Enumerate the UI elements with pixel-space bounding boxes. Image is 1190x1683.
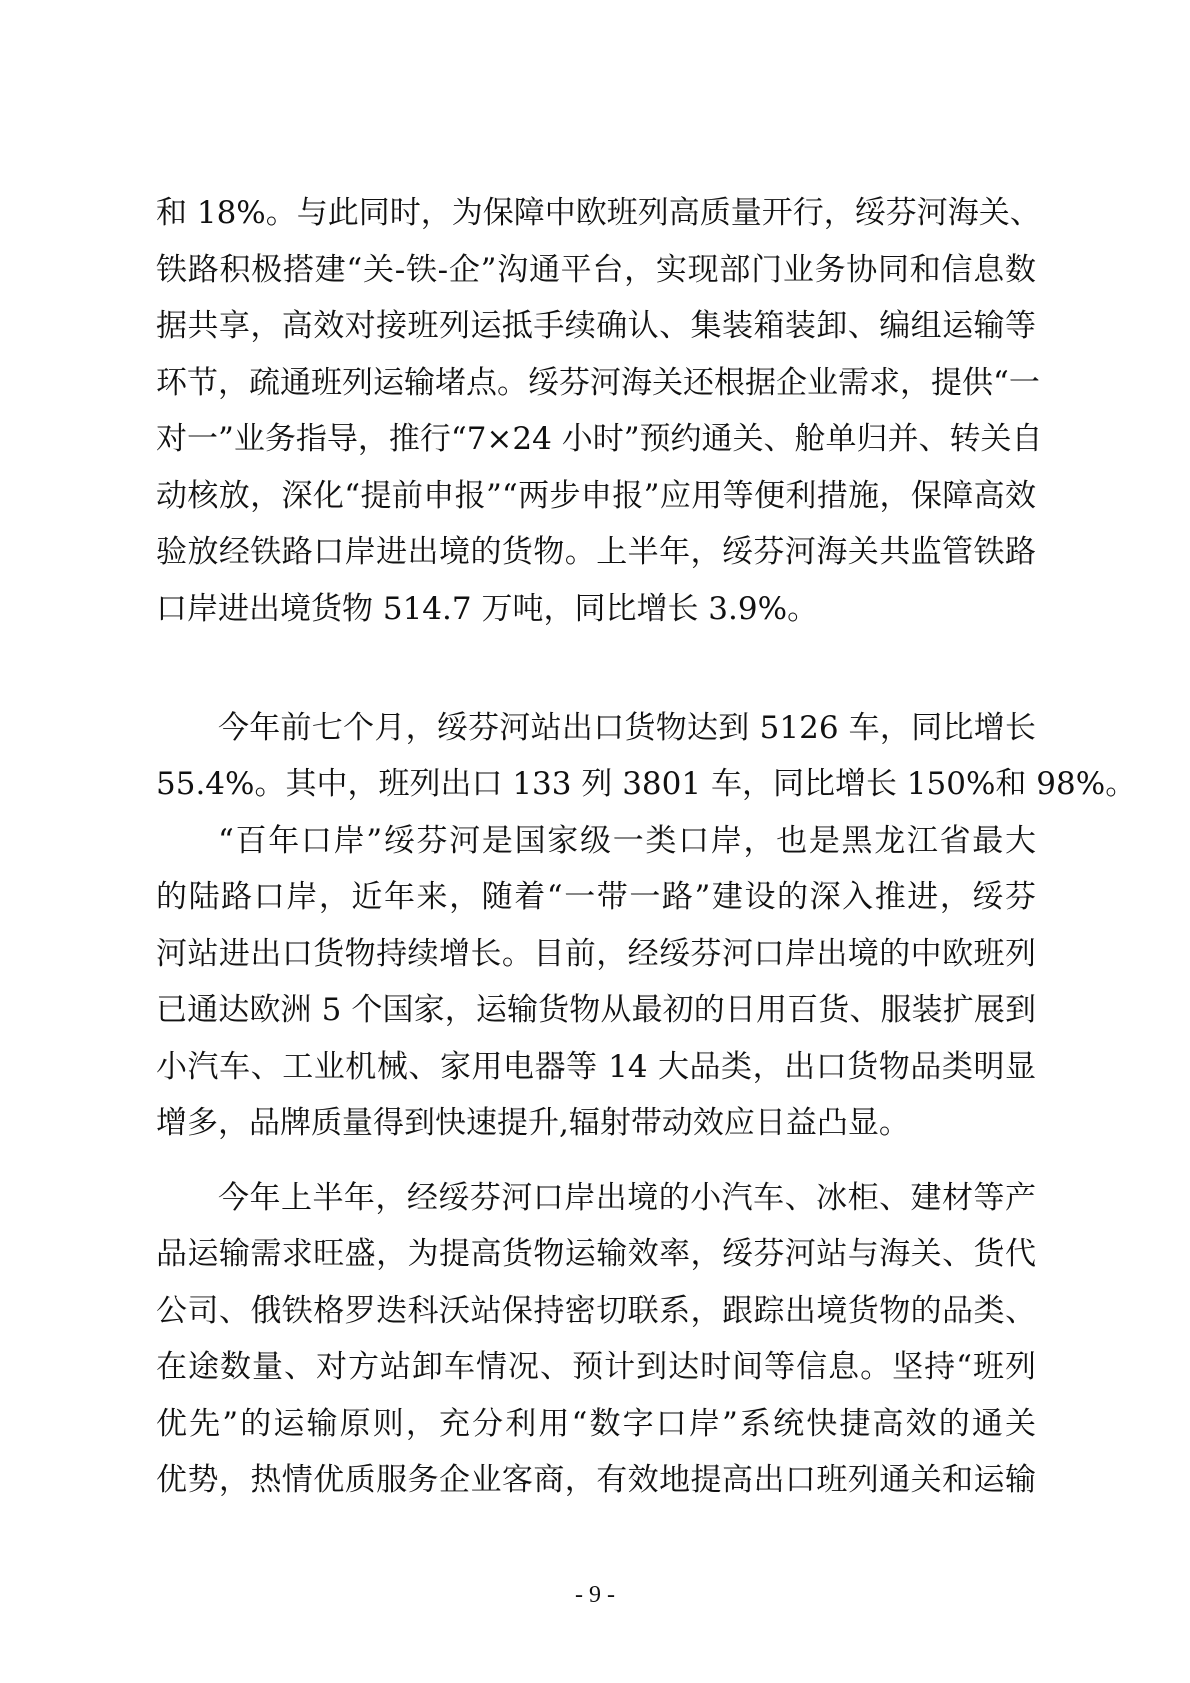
paragraph-line: 公司、俄铁格罗迭科沃站保持密切联系，跟踪出境货物的品类、 xyxy=(156,1293,1036,1329)
paragraph-line: 动核放，深化“提前申报”“两步申报”应用等便利措施，保障高效 xyxy=(156,478,1036,514)
paragraph-line: 增多，品牌质量得到快速提升,辐射带动效应日益凸显。 xyxy=(156,1105,910,1141)
paragraph-line: 小汽车、工业机械、家用电器等 14 大品类，出口货物品类明显 xyxy=(156,1049,1036,1085)
paragraph-line: 在途数量、对方站卸车情况、预计到达时间等信息。坚持“班列 xyxy=(156,1349,1036,1385)
paragraph-line: 今年前七个月，绥芬河站出口货物达到 5126 车，同比增长 xyxy=(218,710,1036,746)
paragraph-line: 口岸进出境货物 514.7 万吨，同比增长 3.9%。 xyxy=(156,591,819,627)
paragraph-line: 55.4%。其中，班列出口 133 列 3801 车，同比增长 150%和 98%。 xyxy=(156,766,1137,802)
paragraph-line: 优势，热情优质服务企业客商，有效地提高出口班列通关和运输 xyxy=(156,1462,1036,1498)
paragraph-line: 对一”业务指导，推行“7×24 小时”预约通关、舱单归并、转关自 xyxy=(156,421,1043,457)
paragraph-line: 据共享，高效对接班列运抵手续确认、集装箱装卸、编组运输等 xyxy=(156,308,1036,344)
page-number: - 9 - xyxy=(575,1582,615,1608)
paragraph-line: 优先”的运输原则，充分利用“数字口岸”系统快捷高效的通关 xyxy=(156,1406,1036,1442)
paragraph-line: 品运输需求旺盛，为提高货物运输效率，绥芬河站与海关、货代 xyxy=(156,1236,1036,1272)
paragraph-line: 今年上半年，经绥芬河口岸出境的小汽车、冰柜、建材等产 xyxy=(218,1180,1036,1216)
paragraph-line: 和 18%。与此同时，为保障中欧班列高质量开行，绥芬河海关、 xyxy=(156,195,1041,231)
paragraph-line: 铁路积极搭建“关-铁-企”沟通平台，实现部门业务协同和信息数 xyxy=(156,252,1036,288)
paragraph-line: 已通达欧洲 5 个国家，运输货物从最初的日用百货、服装扩展到 xyxy=(156,992,1036,1028)
paragraph-line: 验放经铁路口岸进出境的货物。上半年，绥芬河海关共监管铁路 xyxy=(156,534,1036,570)
paragraph-line: 环节，疏通班列运输堵点。绥芬河海关还根据企业需求，提供“一 xyxy=(156,365,1040,401)
paragraph-line: “百年口岸”绥芬河是国家级一类口岸，也是黑龙江省最大 xyxy=(218,823,1036,859)
paragraph-line: 河站进出口货物持续增长。目前，经绥芬河口岸出境的中欧班列 xyxy=(156,936,1036,972)
paragraph-line: 的陆路口岸，近年来，随着“一带一路”建设的深入推进，绥芬 xyxy=(156,879,1036,915)
